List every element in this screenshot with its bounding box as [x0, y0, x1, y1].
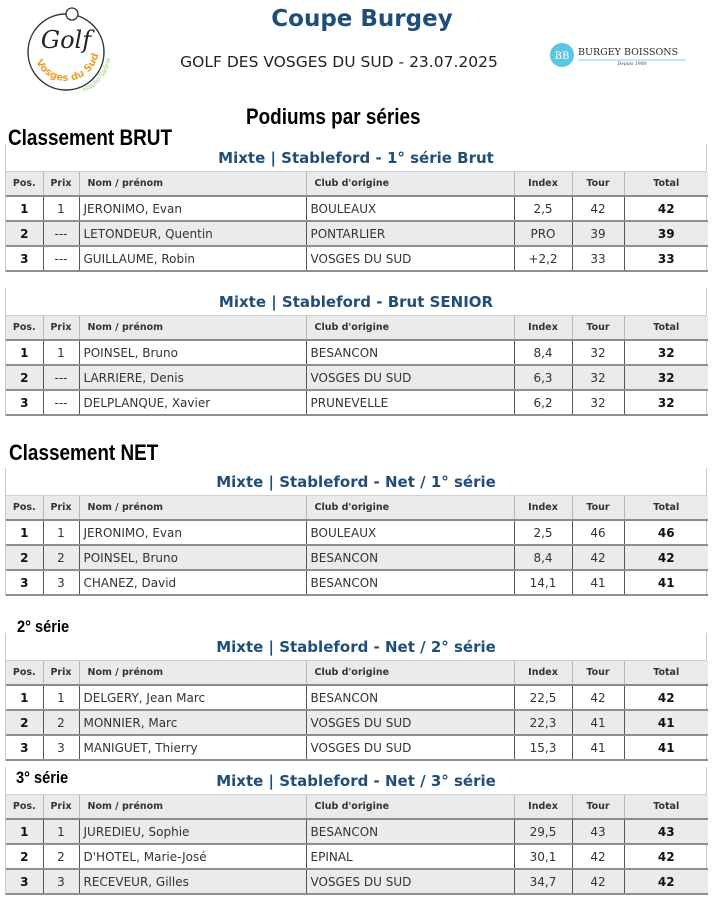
header-nom: Nom / prénom [79, 172, 306, 196]
cell-nom: JERONIMO, Evan [79, 520, 306, 545]
table-row [6, 246, 708, 271]
cell-nom: GUILLAUME, Robin [79, 246, 306, 271]
header-club: Club d'origine [306, 496, 514, 520]
cell-index: 22,5 [514, 685, 572, 710]
results-table [6, 661, 708, 761]
cell-nom: MONNIER, Marc [79, 710, 306, 735]
header-club: Club d'origine [306, 316, 514, 340]
header-total: Total [624, 316, 708, 340]
cell-prix: 3 [43, 869, 79, 894]
cell-prix: 1 [43, 520, 79, 545]
header-pos: Pos. [6, 496, 43, 520]
event-subtitle: GOLF DES VOSGES DU SUD - 23.07.2025 [180, 53, 498, 71]
cell-tour: 33 [572, 246, 624, 271]
logo-word: Golf [40, 26, 92, 54]
cell-club: BOULEAUX [306, 196, 514, 221]
sponsor-name: BURGEY BOISSONS [578, 47, 679, 58]
cell-prix: 2 [43, 844, 79, 869]
cell-prix: 1 [43, 685, 79, 710]
cell-tour: 41 [572, 735, 624, 760]
cell-total: 32 [624, 390, 708, 415]
cell-club: BESANCON [306, 685, 514, 710]
header-prix: Prix [43, 316, 79, 340]
cell-pos: 3 [6, 570, 43, 595]
cell-tour: 42 [572, 844, 624, 869]
header-prix: Prix [43, 795, 79, 819]
podiums-title: Podiums par séries [246, 104, 421, 129]
cell-club: BESANCON [306, 570, 514, 595]
cell-pos: 2 [6, 221, 43, 246]
cell-pos: 2 [6, 844, 43, 869]
header-pos: Pos. [6, 316, 43, 340]
cell-total: 32 [624, 340, 708, 365]
table-row [6, 869, 708, 894]
cell-total: 33 [624, 246, 708, 271]
cell-club: VOSGES DU SUD [306, 246, 514, 271]
cell-tour: 39 [572, 221, 624, 246]
cell-nom: POINSEL, Bruno [79, 340, 306, 365]
cell-pos: 2 [6, 365, 43, 390]
results-block [5, 144, 707, 272]
cell-index: 30,1 [514, 844, 572, 869]
section-label-serie3: 3° série [16, 768, 69, 787]
cell-index: 22,3 [514, 710, 572, 735]
header-prix: Prix [43, 172, 79, 196]
cell-tour: 43 [572, 819, 624, 844]
cell-pos: 1 [6, 196, 43, 221]
cell-pos: 3 [6, 735, 43, 760]
table-header-row [6, 172, 708, 196]
results-table [6, 795, 708, 895]
header-total: Total [624, 661, 708, 685]
cell-tour: 42 [572, 545, 624, 570]
cell-prix: 1 [43, 196, 79, 221]
cell-total: 41 [624, 710, 708, 735]
table-title: Mixte | Stableford - Net / 1° série [6, 468, 706, 496]
header-total: Total [624, 795, 708, 819]
cell-pos: 1 [6, 340, 43, 365]
table-row [6, 819, 708, 844]
cell-nom: D'HOTEL, Marie-José [79, 844, 306, 869]
header-total: Total [624, 496, 708, 520]
header-index: Index [514, 661, 572, 685]
header-tour: Tour [572, 496, 624, 520]
table-title: Mixte | Stableford - Net / 3° série [6, 767, 706, 795]
cell-pos: 1 [6, 819, 43, 844]
cell-pos: 1 [6, 520, 43, 545]
cell-total: 41 [624, 735, 708, 760]
cell-club: VOSGES DU SUD [306, 735, 514, 760]
cell-pos: 3 [6, 390, 43, 415]
header-club: Club d'origine [306, 172, 514, 196]
header-pos: Pos. [6, 661, 43, 685]
cell-index: 8,4 [514, 340, 572, 365]
cell-index: +2,2 [514, 246, 572, 271]
header-index: Index [514, 795, 572, 819]
cell-tour: 42 [572, 869, 624, 894]
cell-club: PONTARLIER [306, 221, 514, 246]
table-header-row [6, 661, 708, 685]
header-nom: Nom / prénom [79, 661, 306, 685]
header-pos: Pos. [6, 795, 43, 819]
header-club: Club d'origine [306, 661, 514, 685]
cell-club: VOSGES DU SUD [306, 710, 514, 735]
cell-club: VOSGES DU SUD [306, 869, 514, 894]
event-title: Coupe Burgey [271, 6, 453, 32]
header-tour: Tour [572, 172, 624, 196]
cell-club: VOSGES DU SUD [306, 365, 514, 390]
cell-nom: DELGERY, Jean Marc [79, 685, 306, 710]
cell-nom: RECEVEUR, Gilles [79, 869, 306, 894]
cell-pos: 2 [6, 710, 43, 735]
table-header-row [6, 496, 708, 520]
header-pos: Pos. [6, 172, 43, 196]
header-nom: Nom / prénom [79, 316, 306, 340]
cell-total: 43 [624, 819, 708, 844]
table-row [6, 340, 708, 365]
cell-pos: 2 [6, 545, 43, 570]
header-index: Index [514, 496, 572, 520]
cell-club: BESANCON [306, 819, 514, 844]
header-nom: Nom / prénom [79, 795, 306, 819]
cell-prix: 3 [43, 570, 79, 595]
cell-prix: 2 [43, 710, 79, 735]
cell-index: 15,3 [514, 735, 572, 760]
cell-tour: 32 [572, 340, 624, 365]
cell-tour: 41 [572, 710, 624, 735]
cell-nom: JUREDIEU, Sophie [79, 819, 306, 844]
cell-index: 2,5 [514, 196, 572, 221]
cell-tour: 32 [572, 365, 624, 390]
cell-nom: JERONIMO, Evan [79, 196, 306, 221]
cell-tour: 46 [572, 520, 624, 545]
results-block [5, 468, 707, 596]
sponsor-tagline: Depuis 1900 [617, 62, 647, 67]
table-row [6, 844, 708, 869]
cell-nom: LARRIERE, Denis [79, 365, 306, 390]
cell-pos: 1 [6, 685, 43, 710]
table-title: Mixte | Stableford - Brut SENIOR [6, 288, 706, 316]
section-label-brut: Classement BRUT [8, 125, 173, 150]
cell-prix: --- [43, 246, 79, 271]
cell-club: EPINAL [306, 844, 514, 869]
cell-index: 6,3 [514, 365, 572, 390]
results-block [5, 633, 707, 761]
header-tour: Tour [572, 316, 624, 340]
header-total: Total [624, 172, 708, 196]
cell-prix: 2 [43, 545, 79, 570]
results-table [6, 316, 708, 416]
cell-index: 14,1 [514, 570, 572, 595]
table-row [6, 570, 708, 595]
cell-pos: 3 [6, 869, 43, 894]
cell-index: 6,2 [514, 390, 572, 415]
cell-prix: --- [43, 390, 79, 415]
burgey-boissons-logo [548, 38, 688, 72]
cell-index: PRO [514, 221, 572, 246]
results-table [6, 172, 708, 272]
cell-total: 42 [624, 196, 708, 221]
section-label-serie2: 2° série [17, 617, 70, 636]
header-index: Index [514, 172, 572, 196]
cell-pos: 3 [6, 246, 43, 271]
cell-total: 42 [624, 844, 708, 869]
cell-index: 8,4 [514, 545, 572, 570]
cell-nom: CHANEZ, David [79, 570, 306, 595]
cell-nom: POINSEL, Bruno [79, 545, 306, 570]
cell-index: 2,5 [514, 520, 572, 545]
cell-tour: 42 [572, 685, 624, 710]
table-title: Mixte | Stableford - 1° série Brut [6, 144, 706, 172]
cell-prix: --- [43, 221, 79, 246]
header-prix: Prix [43, 661, 79, 685]
cell-prix: 3 [43, 735, 79, 760]
cell-club: BOULEAUX [306, 520, 514, 545]
table-row [6, 545, 708, 570]
header-index: Index [514, 316, 572, 340]
table-header-row [6, 316, 708, 340]
results-block [5, 288, 707, 416]
cell-total: 39 [624, 221, 708, 246]
table-row [6, 365, 708, 390]
cell-prix: 1 [43, 819, 79, 844]
header-tour: Tour [572, 661, 624, 685]
cell-total: 42 [624, 869, 708, 894]
cell-nom: DELPLANQUE, Xavier [79, 390, 306, 415]
cell-nom: LETONDEUR, Quentin [79, 221, 306, 246]
results-table [6, 496, 708, 596]
table-row [6, 196, 708, 221]
cell-total: 32 [624, 365, 708, 390]
table-row [6, 735, 708, 760]
table-row [6, 520, 708, 545]
cell-total: 42 [624, 685, 708, 710]
header-club: Club d'origine [306, 795, 514, 819]
results-block [5, 767, 707, 895]
table-row [6, 685, 708, 710]
cell-tour: 42 [572, 196, 624, 221]
cell-tour: 32 [572, 390, 624, 415]
table-row [6, 221, 708, 246]
cell-tour: 41 [572, 570, 624, 595]
cell-prix: --- [43, 365, 79, 390]
cell-club: BESANCON [306, 340, 514, 365]
cell-prix: 1 [43, 340, 79, 365]
logo-ring-text: Vosges du Sud [33, 51, 102, 84]
cell-total: 41 [624, 570, 708, 595]
cell-nom: MANIGUET, Thierry [79, 735, 306, 760]
table-row [6, 710, 708, 735]
table-row [6, 390, 708, 415]
sponsor-monogram: BB [554, 51, 570, 62]
cell-index: 29,5 [514, 819, 572, 844]
logo-region-text: Haute-Saône [81, 56, 113, 94]
header-prix: Prix [43, 496, 79, 520]
header-nom: Nom / prénom [79, 496, 306, 520]
cell-total: 46 [624, 520, 708, 545]
table-title: Mixte | Stableford - Net / 2° série [6, 633, 706, 661]
header-tour: Tour [572, 795, 624, 819]
table-header-row [6, 795, 708, 819]
cell-total: 42 [624, 545, 708, 570]
section-label-net: Classement NET [9, 440, 159, 465]
cell-club: BESANCON [306, 545, 514, 570]
cell-index: 34,7 [514, 869, 572, 894]
cell-club: PRUNEVELLE [306, 390, 514, 415]
